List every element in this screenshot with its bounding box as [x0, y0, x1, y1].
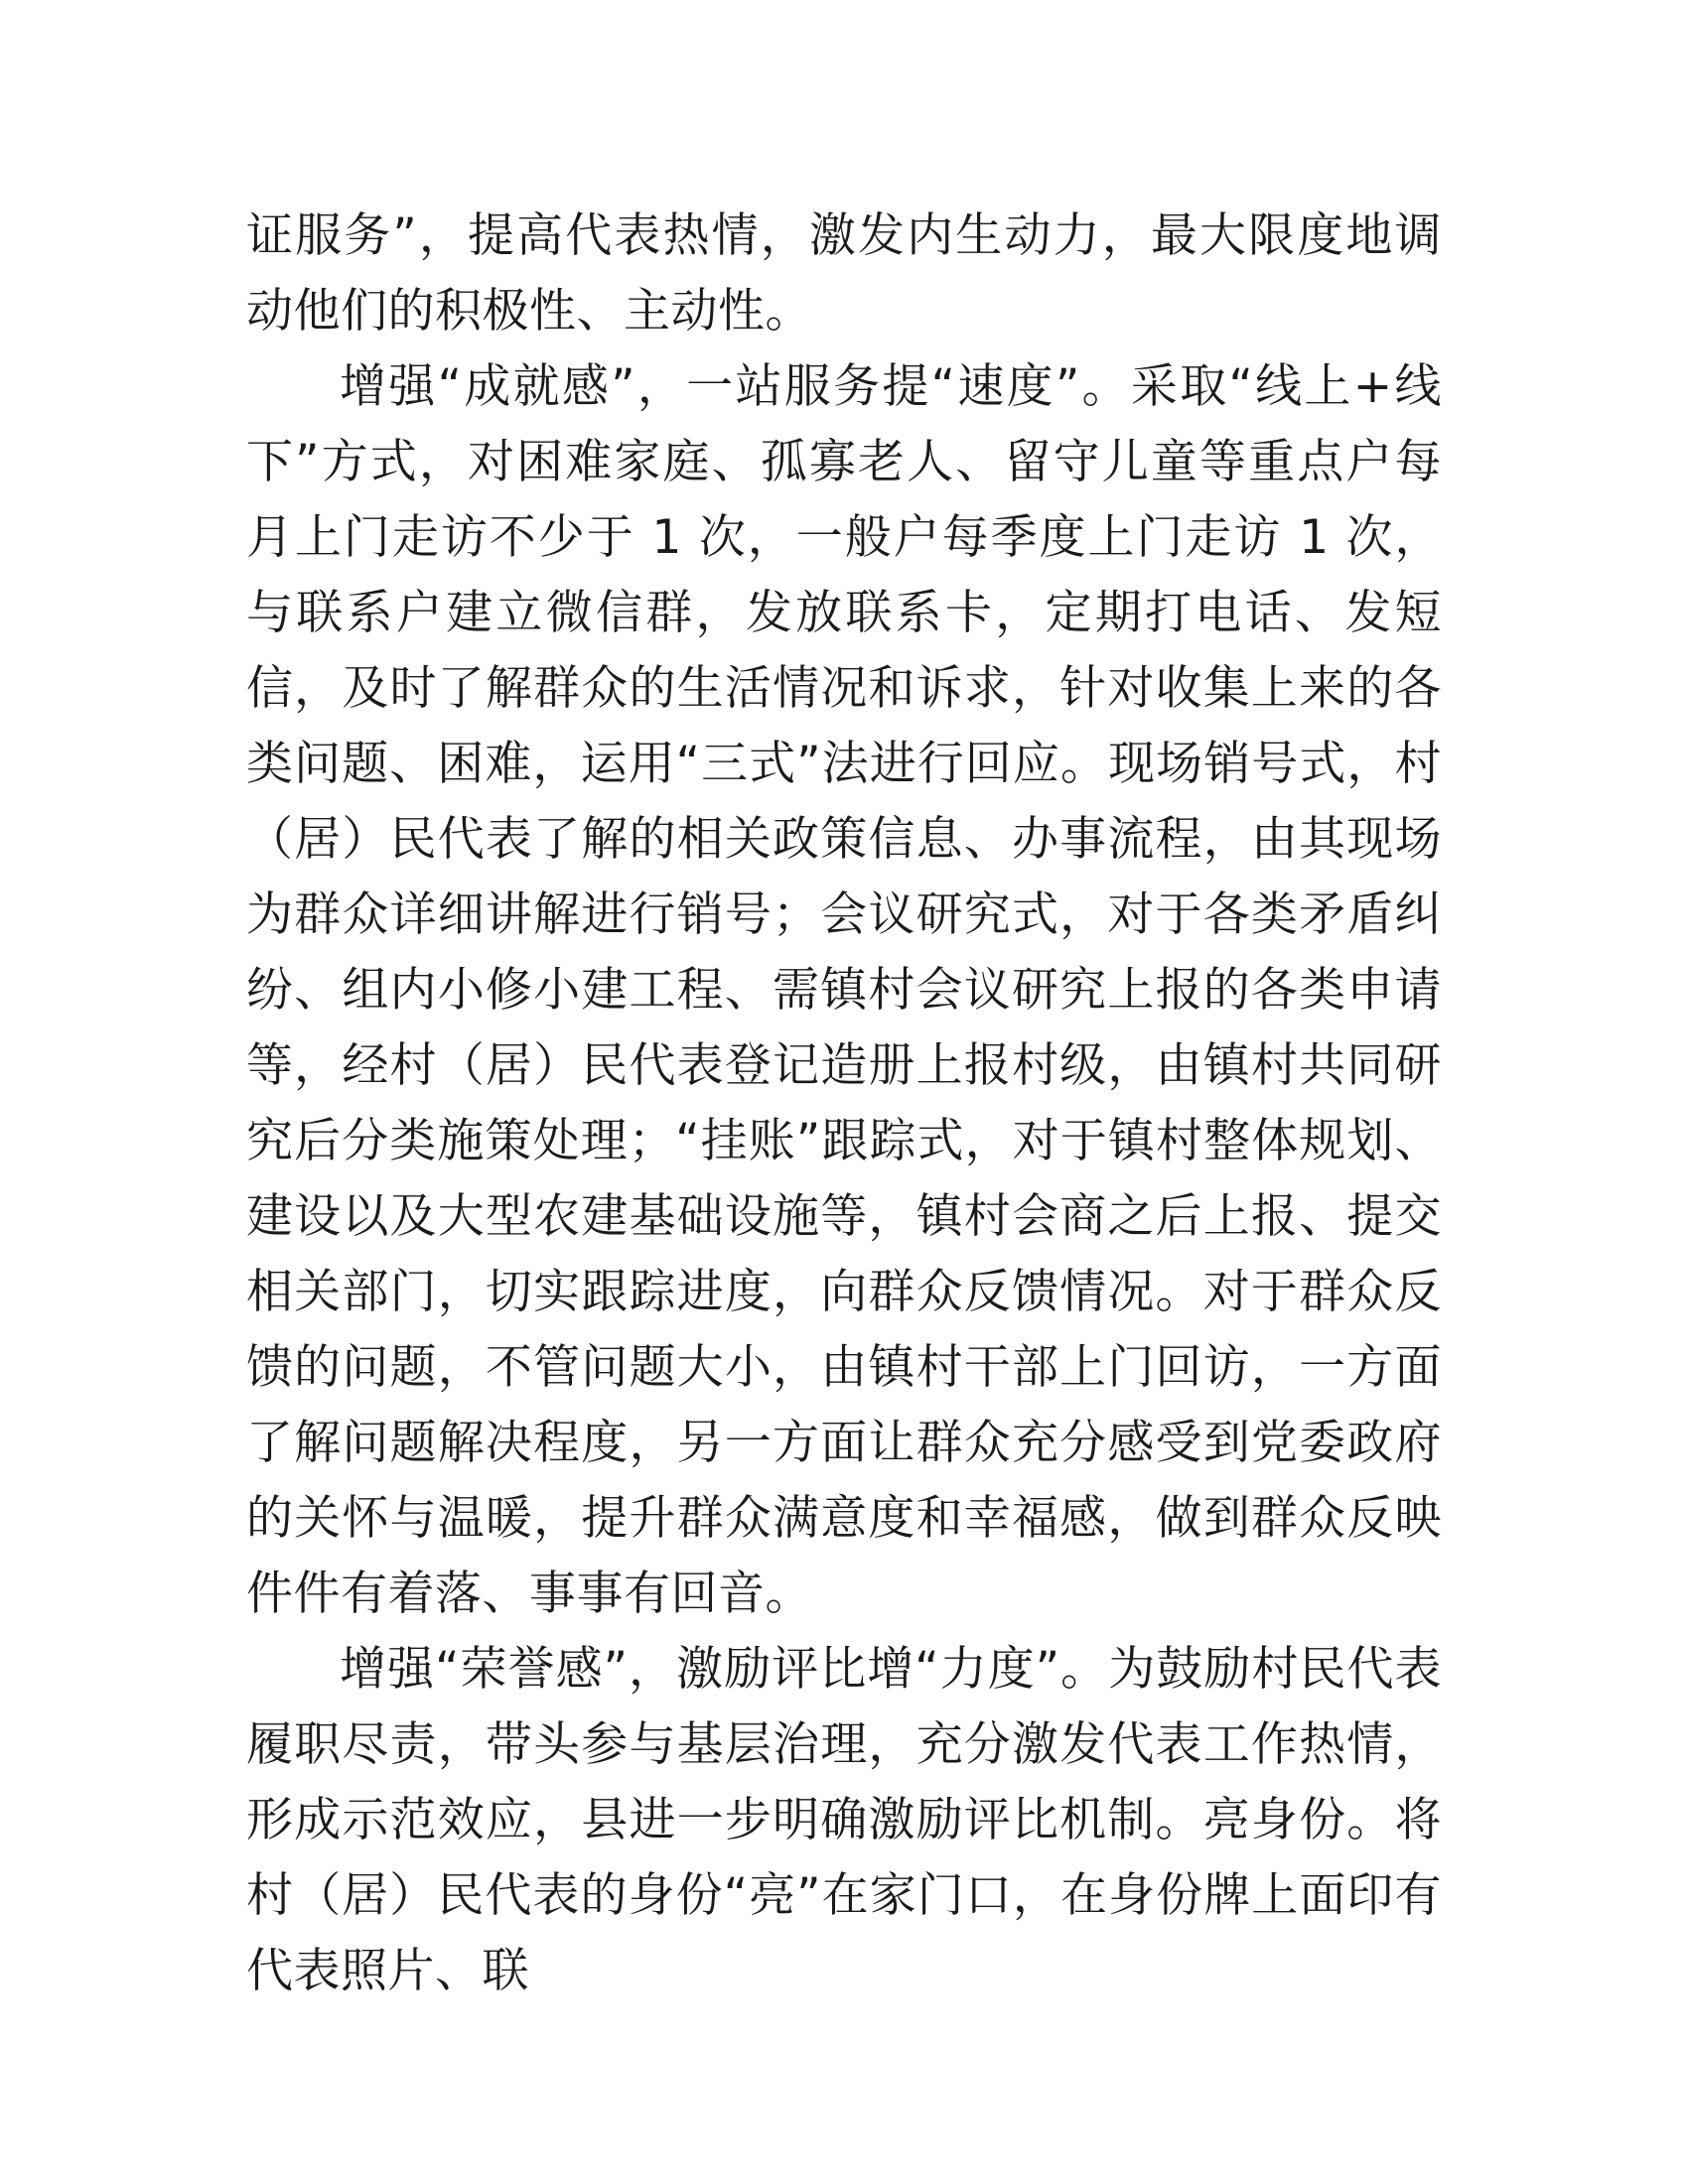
- paragraph-1: 证服务”，提高代表热情，激发内生动力，最大限度地调动他们的积极性、主动性。: [246, 208, 1442, 339]
- paragraph-2: 增强“成就感”，一站服务提“速度”。采取“线上+线下”方式，对困难家庭、孤寡老人、留守儿童等重点户每月上门走访不少于 1 次，一般户每季度上门走访 1 次，与联系户建立微信群，发放联系卡，定期打电话、发短信，及时了解群众的生活情况和诉求，针对收集上来的各类问题、困难，运用“三式”法进行回应。现场销号式，村（居）民代表了解的相关政策信息、办事流程，由其现场为群众详细讲解进行销号；会议研究式，对于各类矛盾纠纷、组内小修小建工程、需镇村会议研究上报的各类申请等，经村（居）民代表登记造册上报村级，由镇村共同研究后分类施策处理；“挂账”跟踪式，对于镇村整体规划、建设以及大型农建基础设施等，镇村会商之后上报、提交相关部门，切实跟踪进度，向群众反馈情况。对于群众反馈的问题，不管问题大小，由镇村干部上门回访，一方面了解问题解决程度，另一方面让群众充分感受到党委政府的关怀与温暖，提升群众满意度和幸福感，做到群众反映件件有着落、事事有回音。: [246, 359, 1442, 1621]
- body-text: [246, 199, 1442, 2009]
- paragraph-3: 增强“荣誉感”，激励评比增“力度”。为鼓励村民代表履职尽责，带头参与基层治理，充分激发代表工作热情，形成示范效应，县进一步明确激励评比机制。亮身份。将村（居）民代表的身份“亮”在家门口，在身份牌上面印有代表照片、联: [246, 1642, 1442, 1998]
